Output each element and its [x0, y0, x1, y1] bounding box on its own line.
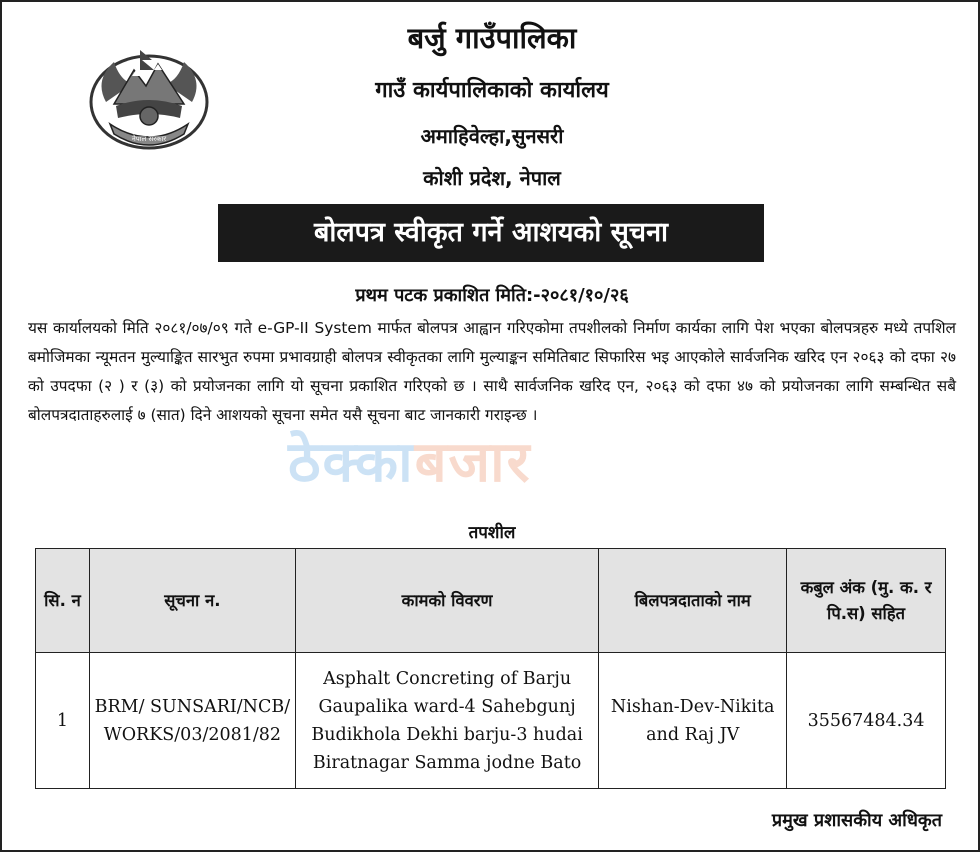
watermark-part2: बजार — [414, 430, 532, 495]
watermark-part1: ठेक्का — [288, 430, 415, 495]
col-header-quoted-amount: कबुल अंक (मु. क. र पि.स) सहित — [787, 549, 946, 653]
table-header-row — [36, 549, 946, 653]
cell-work-description: Asphalt Concreting of Barju Gaupalika ward-4 Sahebgunj Budikhola Dekhi barju-3 hudai Biratnagar Samma jodne Bato — [295, 653, 598, 789]
notice-body: यस कार्यालयको मिति २०८१/०७/०९ गते e-GP-II System मार्फत बोलपत्र आह्वान गरिएकोमा तपशीलको निर्माण कार्यका लागि पेश भएका बोलपत्रहरु मध्ये तपशिल बमोजिमका न्यूमतन मुल्याङ्कित सारभुत रुपमा प्रभावग्राही बोलपत्र स्वीकृतका लागि मुल्याङ्कन समितिबाट सिफारिस भइ आएकोले सार्वजनिक खरिद एन २०६३ को दफा २७ को उपदफा (२ ) र (३) को प्रयोजनका लागि यो सूचना प्रकाशित गरिएको छ । साथै सार्वजनिक खरिद एन, २०६३ को दफा ४७ को प्रयोजनका लागि सम्बन्धित सबै बोलपत्रदाताहरुलाई ७ (सात) दिने आशयको सूचना समेत यसै सूचना बाट जानकारी गराइन्छ । — [28, 319, 956, 424]
cell-sn: 1 — [36, 653, 90, 789]
province-name: कोशी प्रदेश, नेपाल — [423, 166, 561, 190]
watermark — [288, 422, 532, 498]
table-row — [36, 653, 946, 789]
first-published-date: प्रथम पटक प्रकाशित मिति:-२०८१/१०/२६ — [355, 285, 629, 306]
signatory: प्रमुख प्रशासकीय अधिकृत — [771, 810, 942, 831]
table-title: तपशील — [468, 523, 516, 543]
svg-text:नेपाल सरकार: नेपाल सरकार — [131, 135, 167, 143]
cell-notice-no: BRM/ SUNSARI/NCB/ WORKS/03/2081/82 — [89, 653, 295, 789]
office-location: अमाहिवेल्हा,सुनसरी — [420, 124, 564, 148]
award-table — [35, 548, 946, 789]
cell-bidder-name: Nishan-Dev-Nikita and Raj JV — [599, 653, 787, 789]
col-header-sn: सि. न — [36, 549, 90, 653]
col-header-bidder-name: बिलपत्रदाताको नाम — [599, 549, 787, 653]
notice-title: बोलपत्र स्वीकृत गर्ने आशयको सूचना — [218, 204, 764, 262]
col-header-notice-no: सूचना न. — [89, 549, 295, 653]
col-header-work-description: कामको विवरण — [295, 549, 598, 653]
municipality-name: बर्जु गाउँपालिका — [407, 21, 577, 55]
office-name: गाउँ कार्यपालिकाको कार्यालय — [375, 78, 609, 103]
cell-quoted-amount: 35567484.34 — [787, 653, 946, 789]
